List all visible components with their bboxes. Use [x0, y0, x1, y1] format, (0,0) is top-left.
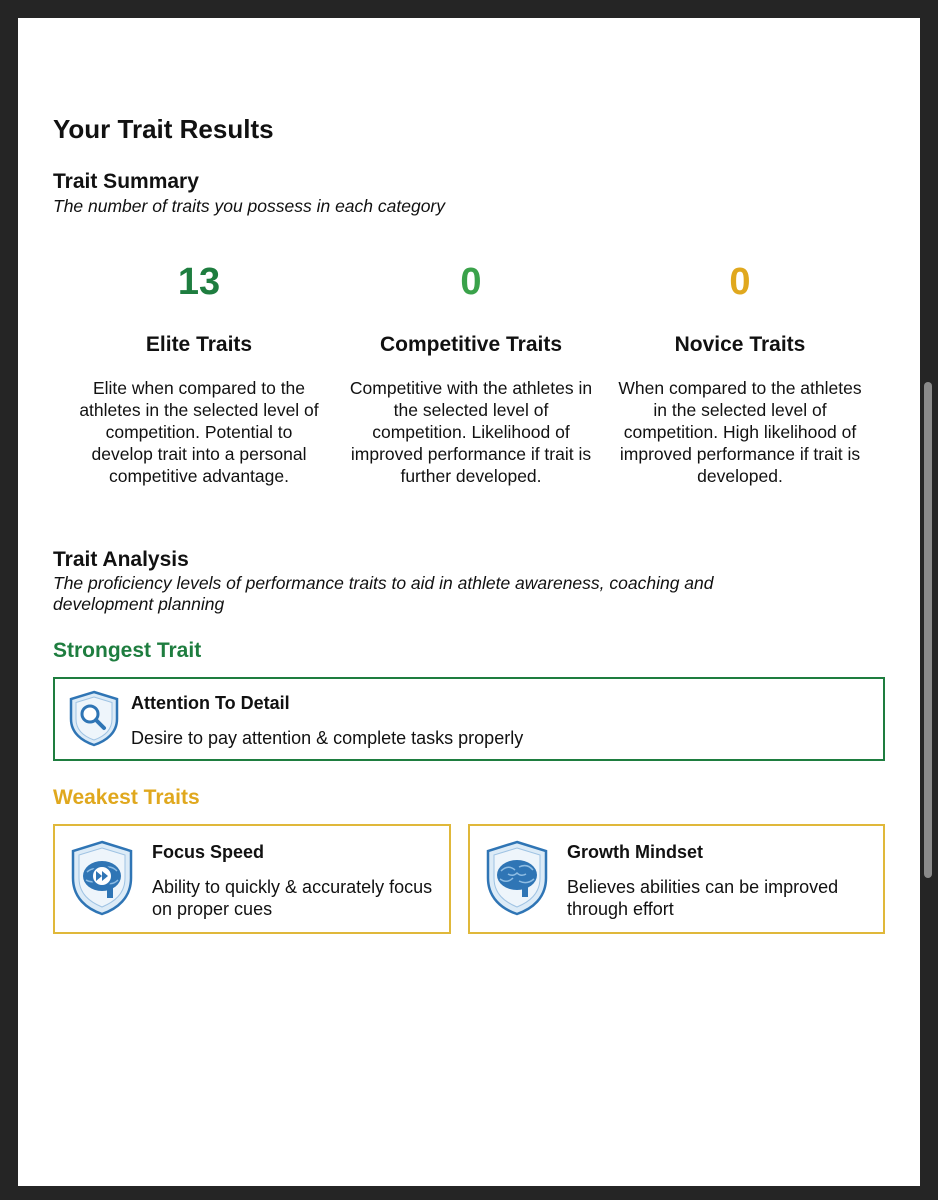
- strongest-trait-card: [53, 677, 885, 761]
- weakest-heading: Weakest Traits: [53, 786, 200, 809]
- novice-count: 0: [729, 261, 751, 303]
- novice-description: When compared to the athletes in the selected level of competition. High likelihood of improved performance if trait is developed.: [618, 378, 862, 486]
- strongest-heading: Strongest Trait: [53, 639, 202, 662]
- weakest-trait-card-growth-mindset: [468, 824, 885, 934]
- brain-shield-icon: [482, 838, 552, 923]
- strongest-trait-description: Desire to pay attention & complete tasks properly: [131, 728, 524, 748]
- novice-label: Novice Traits: [674, 333, 806, 356]
- brain-fast-forward-shield-icon: [67, 838, 137, 923]
- focus-speed-description: Ability to quickly & accurately focus on proper cues: [152, 877, 433, 919]
- focus-speed-name: Focus Speed: [152, 842, 265, 862]
- competitive-label: Competitive Traits: [379, 333, 563, 356]
- growth-mindset-name: Growth Mindset: [567, 842, 703, 862]
- category-elite: [74, 258, 324, 487]
- summary-subheading: The number of traits you possess in each category: [53, 196, 446, 216]
- magnifier-shield-icon: [67, 689, 121, 752]
- strongest-trait-name: Attention To Detail: [131, 693, 290, 713]
- competitive-description: Competitive with the athletes in the selected level of competition. Likelihood of improved performance if trait is further developed.: [349, 378, 593, 486]
- summary-heading: Trait Summary: [53, 170, 199, 193]
- elite-label: Elite Traits: [145, 333, 253, 356]
- elite-description: Elite when compared to the athletes in the selected level of competition. Potential to develop trait into a personal competitive advantage.: [79, 378, 319, 486]
- weakest-trait-card-focus-speed: [53, 824, 451, 934]
- competitive-count: 0: [460, 261, 482, 303]
- category-competitive: [346, 258, 596, 487]
- analysis-subheading: The proficiency levels of performance traits to aid in athlete awareness, coaching and development planning: [53, 573, 714, 614]
- vertical-scrollbar[interactable]: [924, 382, 932, 878]
- page-title: Your Trait Results: [53, 114, 274, 144]
- growth-mindset-description: Believes abilities can be improved through effort: [567, 877, 839, 919]
- document-page: [18, 18, 920, 1186]
- category-novice: [615, 258, 865, 487]
- analysis-heading: Trait Analysis: [53, 548, 189, 571]
- elite-count: 13: [177, 261, 221, 303]
